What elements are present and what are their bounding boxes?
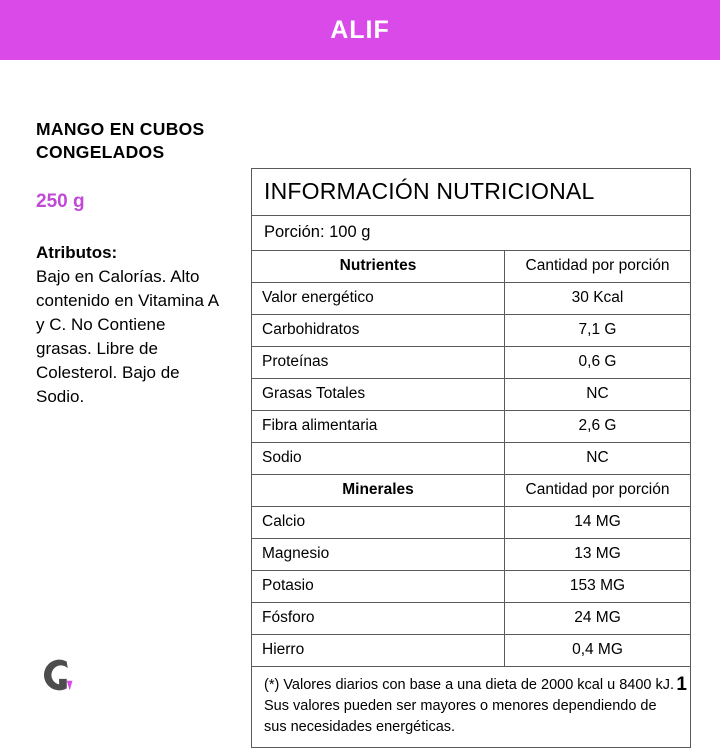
nutrition-row	[252, 507, 690, 539]
attributes-text: Bajo en Calorías. Alto contenido en Vitamina A y C. No Contiene grasas. Libre de Colesterol. Bajo de Sodio.	[36, 266, 219, 407]
brand-title: ALIF	[330, 15, 390, 44]
nutrition-panel	[251, 168, 691, 748]
nutrient-value: 24 MG	[505, 603, 691, 635]
nutrient-value: 0,6 G	[505, 347, 691, 379]
nutrient-name: Carbohidratos	[252, 315, 505, 347]
nutrient-value: Cantidad por porción	[505, 475, 691, 507]
attributes-label: Atributos:	[36, 242, 118, 262]
nutrition-row	[252, 315, 690, 347]
nutrition-section-row	[252, 251, 690, 283]
nutrition-title: INFORMACIÓN NUTRICIONAL	[252, 169, 690, 216]
nutrient-name: Hierro	[252, 635, 505, 667]
nutrition-table-body	[252, 251, 690, 666]
nutrient-value: 14 MG	[505, 507, 691, 539]
nutrient-value: 7,1 G	[505, 315, 691, 347]
nutrient-name: Calcio	[252, 507, 505, 539]
alif-logo	[38, 652, 84, 698]
nutrition-row	[252, 635, 690, 667]
nutrition-row	[252, 379, 690, 411]
nutrient-name: Fibra alimentaria	[252, 411, 505, 443]
nutrient-name: Potasio	[252, 571, 505, 603]
product-name: MANGO EN CUBOS CONGELADOS	[36, 119, 205, 163]
nutrition-footnote: (*) Valores diarios con base a una dieta de 2000 kcal u 8400 kJ. Sus valores pueden ser mayores o menores dependiendo de sus necesidades energéticas.	[252, 666, 690, 747]
nutrient-name: Grasas Totales	[252, 379, 505, 411]
nutrition-section-row	[252, 475, 690, 507]
nutrient-value: NC	[505, 379, 691, 411]
nutrition-row	[252, 571, 690, 603]
nutrition-table	[252, 251, 690, 666]
nutrient-value: 0,4 MG	[505, 635, 691, 667]
nutrition-row	[252, 603, 690, 635]
nutrient-value: NC	[505, 443, 691, 475]
nutrition-row	[252, 347, 690, 379]
nutrition-row	[252, 283, 690, 315]
nutrient-value: 2,6 G	[505, 411, 691, 443]
product-weight: 250 g	[36, 190, 85, 212]
nutrient-name: Nutrientes	[252, 251, 505, 283]
nutrient-name: Valor energético	[252, 283, 505, 315]
page-number: 1	[676, 674, 687, 695]
nutrient-name: Magnesio	[252, 539, 505, 571]
nutrition-row	[252, 411, 690, 443]
page-header	[0, 0, 720, 60]
nutrient-value: 13 MG	[505, 539, 691, 571]
nutrient-value: Cantidad por porción	[525, 257, 670, 274]
nutrient-name: Proteínas	[252, 347, 505, 379]
nutrient-name: Sodio	[252, 443, 505, 475]
nutrient-name: Fósforo	[252, 603, 505, 635]
nutrition-row	[252, 539, 690, 571]
nutrition-portion: Porción: 100 g	[252, 216, 690, 251]
nutrient-value: 30 Kcal	[505, 283, 691, 315]
nutrient-name: Minerales	[252, 475, 505, 507]
nutrient-value: 153 MG	[505, 571, 691, 603]
product-info-column	[36, 118, 221, 409]
nutrition-row	[252, 443, 690, 475]
page-body	[0, 60, 720, 736]
